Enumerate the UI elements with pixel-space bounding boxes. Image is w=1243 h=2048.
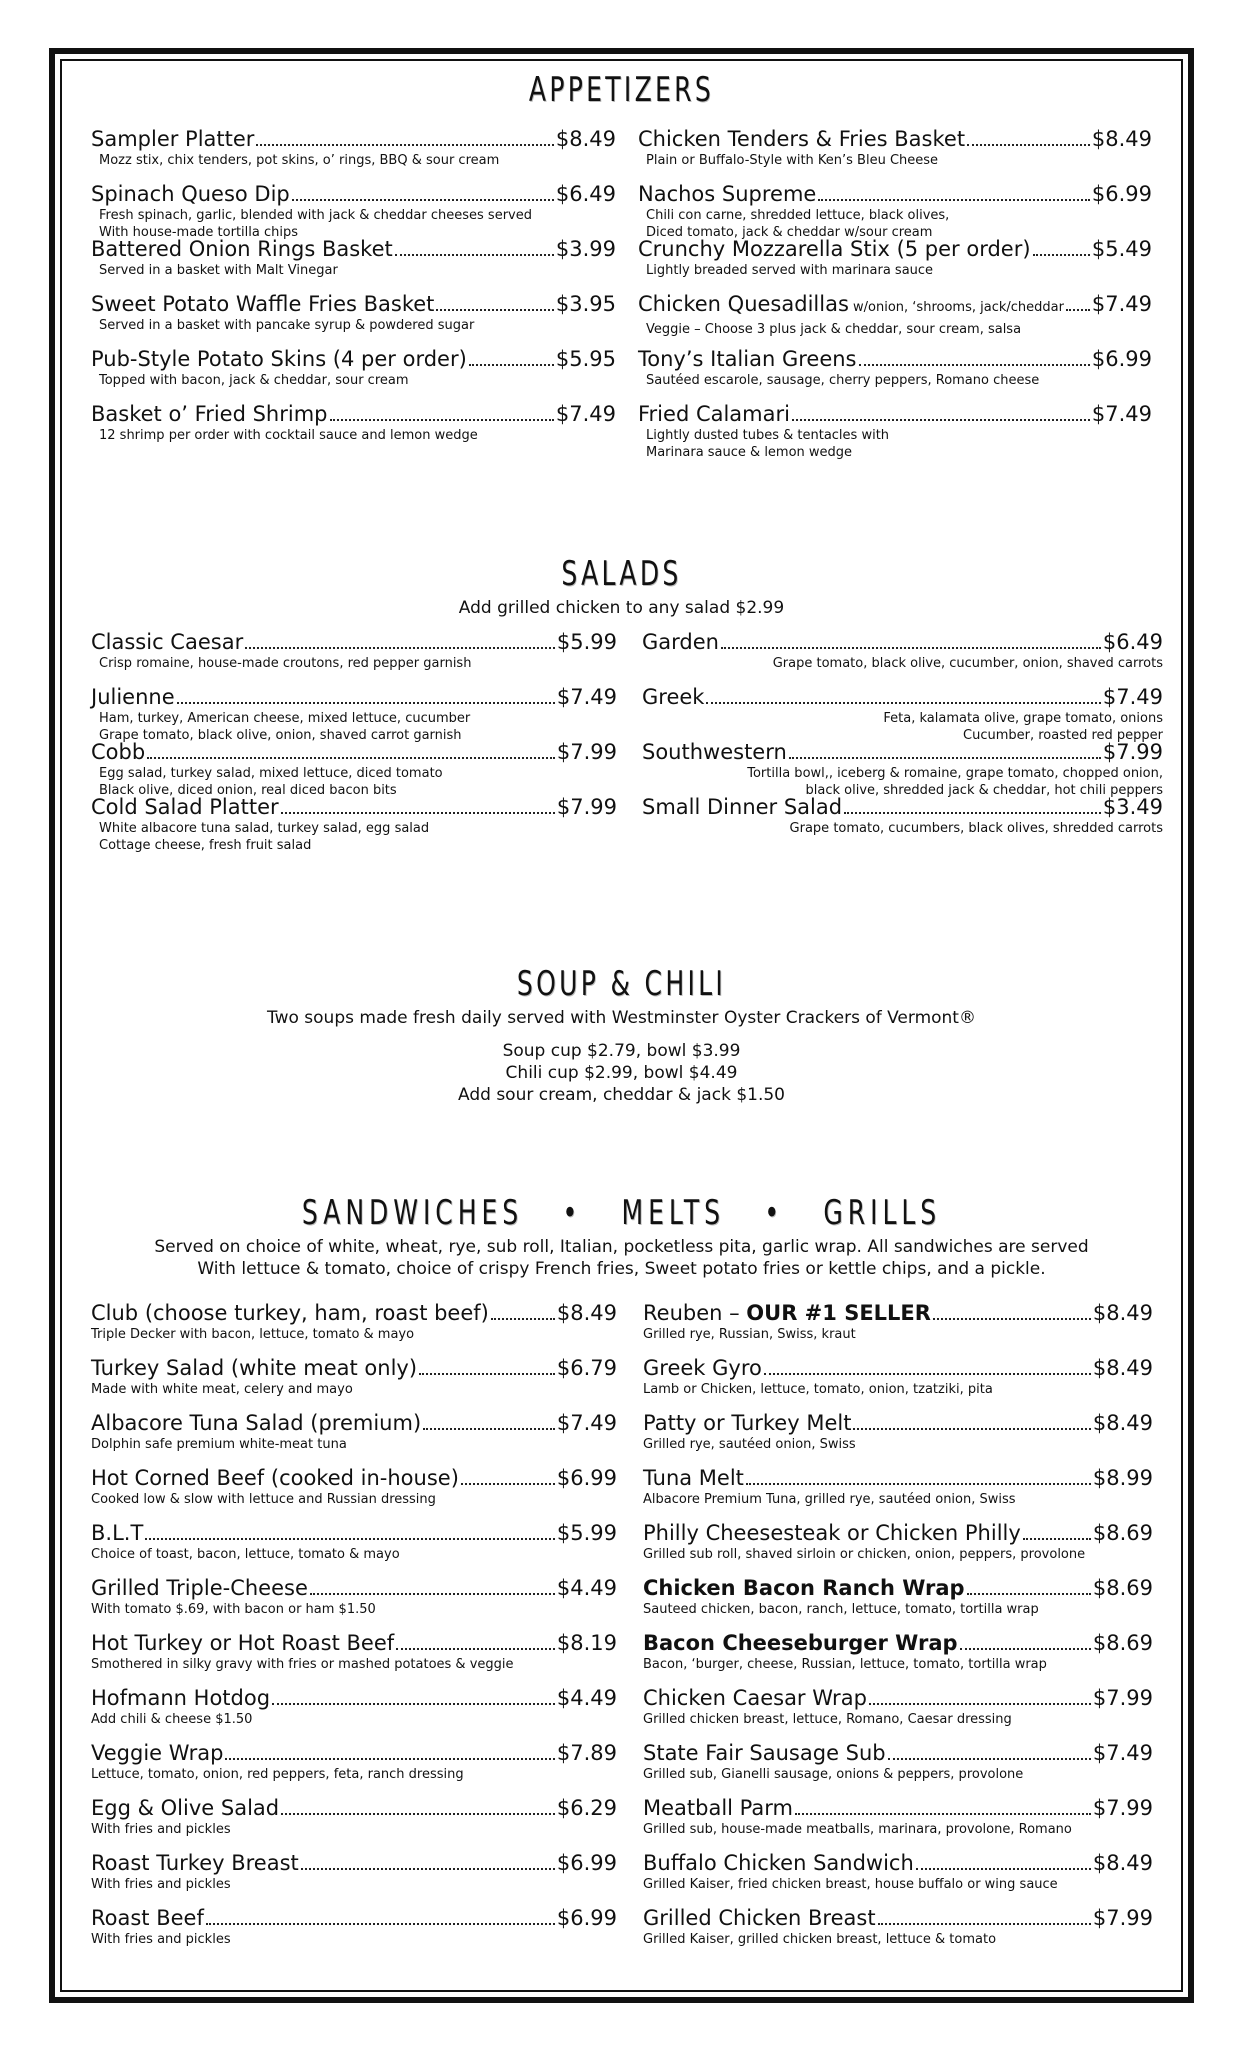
menu-item-name: Cobb xyxy=(91,740,146,764)
menu-item-name: Nachos Supreme xyxy=(638,182,817,206)
menu-item-name: Basket o’ Fried Shrimp xyxy=(91,402,328,426)
dot-leader xyxy=(795,1813,1091,1815)
menu-item-price: $6.79 xyxy=(556,1356,617,1380)
dot-leader xyxy=(145,1538,555,1540)
menu-item-description: Ham, turkey, American cheese, mixed lettuce, cucumber xyxy=(99,711,471,726)
menu-item xyxy=(91,1410,617,1453)
menu-item-price: $7.99 xyxy=(556,740,617,764)
menu-item-description: Grape tomato, black olive, onion, shaved carrot garnish xyxy=(99,728,462,743)
menu-item-description: Lightly dusted tubes & tentacles with xyxy=(646,428,890,443)
menu-item xyxy=(91,1630,617,1673)
menu-item-name: Chicken Caesar Wrap xyxy=(643,1686,867,1710)
sandwiches-note-line-2: With lettuce & tomato, choice of crispy French fries, Sweet potato fries or kettle chips, and a pickle. xyxy=(197,1259,1046,1279)
menu-item-name: Egg & Olive Salad xyxy=(91,1796,280,1820)
menu-item-name xyxy=(643,1630,958,1656)
menu-item-description: Fresh spinach, garlic, blended with jack & cheddar cheeses served xyxy=(99,208,532,223)
menu-item-price: $7.49 xyxy=(1091,292,1152,316)
menu-item xyxy=(643,1850,1153,1893)
salads-title: SALADS xyxy=(561,554,682,594)
menu-item xyxy=(642,739,1163,799)
menu-item-description: With fries and pickles xyxy=(91,1822,231,1837)
menu-item-name: Buffalo Chicken Sandwich xyxy=(643,1851,914,1875)
menu-item-price: $7.99 xyxy=(1092,1796,1153,1820)
menu-item-name: Greek Gyro xyxy=(643,1356,762,1380)
menu-item-price: $8.99 xyxy=(1092,1466,1153,1490)
menu-item xyxy=(638,346,1152,389)
dot-leader xyxy=(469,364,554,366)
menu-item xyxy=(643,1355,1153,1398)
dot-leader xyxy=(256,144,553,146)
menu-item xyxy=(91,1795,617,1838)
menu-item xyxy=(91,1520,617,1563)
sandwiches-title xyxy=(112,1193,1131,1233)
menu-item-description: White albacore tuna salad, turkey salad, egg salad xyxy=(99,821,430,836)
bullet-separator: • xyxy=(764,1193,785,1233)
menu-item-description: Chili con carne, shredded lettuce, black olives, xyxy=(646,208,950,223)
menu-item-name: Southwestern xyxy=(642,740,787,764)
menu-item xyxy=(638,181,1152,241)
menu-item-note: w/onion, ‘shrooms, jack/cheddar xyxy=(848,300,1064,315)
menu-item xyxy=(643,1795,1153,1838)
dot-leader xyxy=(491,1318,555,1320)
menu-item-line xyxy=(91,291,616,317)
menu-item xyxy=(91,1575,617,1618)
dot-leader xyxy=(272,1703,555,1705)
menu-item-price: $5.49 xyxy=(1091,237,1152,261)
menu-item-price: $6.99 xyxy=(556,1851,617,1875)
soup-note: Two soups made fresh daily served with Westminster Oyster Crackers of Vermont® xyxy=(267,1008,976,1028)
menu-item-price: $8.49 xyxy=(1092,1411,1153,1435)
dot-leader xyxy=(746,1483,1091,1485)
menu-item-name: Tony’s Italian Greens xyxy=(638,347,857,371)
menu-item xyxy=(643,1685,1153,1728)
menu-item-price: $6.29 xyxy=(556,1796,617,1820)
menu-item-name: Cold Salad Platter xyxy=(91,795,279,819)
menu-item-description: Black olive, diced onion, real diced bacon bits xyxy=(99,783,397,798)
menu-item-description: Grape tomato, cucumbers, black olives, shredded carrots xyxy=(789,821,1163,836)
menu-item xyxy=(91,1850,617,1893)
menu-item-description: Add chili & cheese $1.50 xyxy=(91,1712,253,1727)
dot-leader xyxy=(967,144,1090,146)
menu-item xyxy=(643,1630,1153,1673)
menu-item-description: Grilled rye, sautéed onion, Swiss xyxy=(643,1437,856,1452)
dot-leader xyxy=(792,419,1090,421)
menu-item-name: Chicken Quesadillas w/onion, ‘shrooms, jack/cheddar xyxy=(638,292,1064,316)
dot-leader xyxy=(245,647,555,649)
menu-item xyxy=(91,794,617,854)
menu-item-description: Plain or Buffalo-Style with Ken’s Bleu Cheese xyxy=(646,153,939,168)
menu-item-line xyxy=(642,684,1163,710)
menu-item-line xyxy=(638,181,1152,207)
menu-item-line xyxy=(638,291,1152,321)
menu-item-highlight: Bacon Cheeseburger Wrap xyxy=(643,1631,958,1655)
menu-item-price: $8.49 xyxy=(1092,1851,1153,1875)
menu-item xyxy=(638,291,1152,338)
dot-leader xyxy=(888,1758,1091,1760)
melts-title-word: MELTS xyxy=(621,1193,726,1233)
dot-leader xyxy=(859,364,1090,366)
menu-item-name: Roast Turkey Breast xyxy=(91,1851,299,1875)
dot-leader xyxy=(225,1758,554,1760)
menu-item-line xyxy=(91,1795,617,1821)
menu-item-price: $7.99 xyxy=(1102,740,1163,764)
menu-item-name: Hofmann Hotdog xyxy=(91,1686,271,1710)
menu-item-line xyxy=(643,1520,1153,1546)
menu-item-price: $7.49 xyxy=(556,1411,617,1435)
menu-item-description: With fries and pickles xyxy=(91,1932,231,1947)
menu-item-description: black olive, shredded jack & cheddar, hot chili peppers xyxy=(805,783,1163,798)
menu-item-name: Small Dinner Salad xyxy=(642,795,843,819)
dot-leader xyxy=(869,1703,1091,1705)
menu-item-line xyxy=(643,1630,1153,1656)
menu-item-description: 12 shrimp per order with cocktail sauce and lemon wedge xyxy=(99,428,478,443)
menu-item-name: Grilled Triple-Cheese xyxy=(91,1576,308,1600)
menu-item-name: Sampler Platter xyxy=(91,127,255,151)
menu-item-price: $7.99 xyxy=(1092,1906,1153,1930)
menu-item-line xyxy=(643,1905,1153,1931)
menu-item-highlight: Chicken Bacon Ranch Wrap xyxy=(643,1576,965,1600)
menu-item-description: Veggie – Choose 3 plus jack & cheddar, sour cream, salsa xyxy=(646,322,1022,337)
menu-item-name: Chicken Tenders & Fries Basket xyxy=(638,127,966,151)
menu-item-price: $5.95 xyxy=(555,347,616,371)
appetizers-title: APPETIZERS xyxy=(528,70,715,110)
menu-item-line xyxy=(643,1740,1153,1766)
menu-item xyxy=(91,684,617,744)
menu-item-description: Diced tomato, jack & cheddar w/sour cream xyxy=(646,225,933,240)
menu-item xyxy=(642,629,1163,672)
dot-leader xyxy=(147,757,555,759)
menu-item-name: Turkey Salad (white meat only) xyxy=(91,1356,418,1380)
soup-price-line: Soup cup $2.79, bowl $3.99 xyxy=(502,1041,741,1061)
menu-item-price: $7.49 xyxy=(1102,685,1163,709)
dot-leader xyxy=(764,1373,1091,1375)
menu-item-description: Marinara sauce & lemon wedge xyxy=(646,445,853,460)
dot-leader xyxy=(177,702,555,704)
menu-item-name: Veggie Wrap xyxy=(91,1741,224,1765)
menu-item-name: Philly Cheesesteak or Chicken Philly xyxy=(643,1521,1021,1545)
menu-item-line xyxy=(643,1300,1153,1326)
menu-item-price: $5.99 xyxy=(556,630,617,654)
menu-item-price: $8.49 xyxy=(555,127,616,151)
menu-item-name: Hot Turkey or Hot Roast Beef xyxy=(91,1631,395,1655)
menu-item xyxy=(91,1685,617,1728)
dot-leader xyxy=(967,1593,1091,1595)
menu-item-price: $8.49 xyxy=(556,1301,617,1325)
dot-leader xyxy=(330,419,554,421)
menu-item xyxy=(91,181,616,241)
soup-addon-line: Add sour cream, cheddar & jack $1.50 xyxy=(458,1085,785,1105)
menu-item-line xyxy=(643,1850,1153,1876)
menu-item-line xyxy=(91,1905,617,1931)
grills-title-word: GRILLS xyxy=(823,1193,942,1233)
menu-item-price: $3.95 xyxy=(555,292,616,316)
menu-item-price: $7.49 xyxy=(1092,1741,1153,1765)
menu-item-price: $6.99 xyxy=(556,1906,617,1930)
menu-item xyxy=(643,1740,1153,1783)
menu-item-name: Reuben – OUR #1 SELLER xyxy=(643,1301,931,1325)
menu-item-line xyxy=(91,1630,617,1656)
menu-item-name xyxy=(643,1575,965,1601)
menu-item-line xyxy=(643,1410,1153,1436)
menu-item-line xyxy=(638,401,1152,427)
menu-item-name: Hot Corned Beef (cooked in-house) xyxy=(91,1466,459,1490)
menu-item-line xyxy=(643,1465,1153,1491)
menu-item-description: Grilled sub, house-made meatballs, marinara, provolone, Romano xyxy=(643,1822,1072,1837)
menu-item-price: $8.19 xyxy=(556,1631,617,1655)
menu-item xyxy=(91,1905,617,1948)
menu-item-line xyxy=(642,629,1163,655)
menu-item-description: Cucumber, roasted red pepper xyxy=(963,728,1163,743)
menu-item xyxy=(638,126,1152,169)
menu-item-description: Bacon, ‘burger, cheese, Russian, lettuce, tomato, tortilla wrap xyxy=(643,1657,1047,1672)
dot-leader xyxy=(281,1813,555,1815)
menu-item-name: Julienne xyxy=(91,685,175,709)
menu-item-price: $8.49 xyxy=(1092,1356,1153,1380)
menu-item-description: Lightly breaded served with marinara sauce xyxy=(646,263,934,278)
menu-item-line xyxy=(643,1355,1153,1381)
menu-item-price: $3.49 xyxy=(1102,795,1163,819)
menu-item xyxy=(91,739,617,799)
menu-item-line xyxy=(91,346,616,372)
sandwiches-note-line-1: Served on choice of white, wheat, rye, sub roll, Italian, pocketless pita, garlic wrap. All sandwiches are served xyxy=(154,1237,1089,1257)
menu-item-description: Dolphin safe premium white-meat tuna xyxy=(91,1437,347,1452)
menu-item-description: Tortilla bowl,, iceberg & romaine, grape tomato, chopped onion, xyxy=(747,766,1163,781)
menu-item-price: $8.69 xyxy=(1092,1521,1153,1545)
menu-item-price: $7.49 xyxy=(1091,402,1152,426)
dot-leader xyxy=(301,1868,555,1870)
menu-item-name: Greek xyxy=(642,685,705,709)
menu-item-name: Crunchy Mozzarella Stix (5 per order) xyxy=(638,237,1031,261)
menu-item-price: $8.69 xyxy=(1092,1631,1153,1655)
menu-item-line xyxy=(642,794,1163,820)
menu-item-name: Fried Calamari xyxy=(638,402,790,426)
menu-item xyxy=(91,346,616,389)
menu-item-description: Grilled Kaiser, grilled chicken breast, lettuce & tomato xyxy=(643,1932,997,1947)
menu-item-line xyxy=(643,1685,1153,1711)
menu-item-price: $5.99 xyxy=(556,1521,617,1545)
menu-item-description: Lettuce, tomato, onion, red peppers, feta, ranch dressing xyxy=(91,1767,464,1782)
dot-leader xyxy=(706,702,1100,704)
menu-item-price: $6.99 xyxy=(1091,182,1152,206)
menu-item-name: State Fair Sausage Sub xyxy=(643,1741,886,1765)
menu-item-description: Grilled chicken breast, lettuce, Romano, Caesar dressing xyxy=(643,1712,1012,1727)
menu-item-price: $8.49 xyxy=(1092,1301,1153,1325)
menu-item xyxy=(638,236,1152,279)
dot-leader xyxy=(1023,1538,1091,1540)
dot-leader xyxy=(423,1428,555,1430)
menu-item-line xyxy=(643,1795,1153,1821)
menu-item-name: Pub-Style Potato Skins (4 per order) xyxy=(91,347,467,371)
menu-item-description: Choice of toast, bacon, lettuce, tomato & mayo xyxy=(91,1547,400,1562)
menu-item xyxy=(91,401,616,444)
menu-item-line xyxy=(91,126,616,152)
menu-item-name: Albacore Tuna Salad (premium) xyxy=(91,1411,422,1435)
menu-item xyxy=(643,1465,1153,1508)
menu-item-line xyxy=(91,794,617,820)
menu-item-description: With tomato $.69, with bacon or ham $1.50 xyxy=(91,1602,376,1617)
menu-item-price: $4.49 xyxy=(556,1686,617,1710)
menu-item xyxy=(91,1465,617,1508)
bullet-separator: • xyxy=(562,1193,583,1233)
menu-item-name: Roast Beef xyxy=(91,1906,204,1930)
menu-item-description: Albacore Premium Tuna, grilled rye, sautéed onion, Swiss xyxy=(643,1492,1016,1507)
menu-item xyxy=(643,1410,1153,1453)
menu-item-name: Patty or Turkey Melt xyxy=(643,1411,852,1435)
menu-item-description: Grape tomato, black olive, cucumber, onion, shaved carrots xyxy=(772,656,1163,671)
dot-leader xyxy=(395,254,554,256)
chili-price-line: Chili cup $2.99, bowl $4.49 xyxy=(505,1063,738,1083)
menu-item-description: Cottage cheese, fresh fruit salad xyxy=(99,838,312,853)
menu-item-description: Grilled rye, Russian, Swiss, kraut xyxy=(643,1327,856,1342)
menu-item-description: With fries and pickles xyxy=(91,1877,231,1892)
menu-item-name: Sweet Potato Waffle Fries Basket xyxy=(91,292,435,316)
menu-item xyxy=(643,1575,1153,1618)
menu-item-line xyxy=(91,1575,617,1601)
menu-item xyxy=(638,401,1152,461)
menu-item-line xyxy=(91,739,617,765)
menu-item-name: Battered Onion Rings Basket xyxy=(91,237,393,261)
menu-item-price: $7.89 xyxy=(556,1741,617,1765)
menu-item-line xyxy=(91,684,617,710)
menu-item-name: Garden xyxy=(642,630,719,654)
salads-note: Add grilled chicken to any salad $2.99 xyxy=(458,598,785,618)
menu-item-description: Triple Decker with bacon, lettuce, tomato & mayo xyxy=(91,1327,415,1342)
menu-item-description: Topped with bacon, jack & cheddar, sour cream xyxy=(99,373,409,388)
menu-item-description: Grilled Kaiser, fried chicken breast, house buffalo or wing sauce xyxy=(643,1877,1058,1892)
menu-item-description: Made with white meat, celery and mayo xyxy=(91,1382,353,1397)
menu-item xyxy=(91,1740,617,1783)
menu-item-price: $8.49 xyxy=(1091,127,1152,151)
menu-item-name: Club (choose turkey, ham, roast beef) xyxy=(91,1301,489,1325)
dot-leader xyxy=(933,1318,1091,1320)
menu-item-description: Served in a basket with Malt Vinegar xyxy=(99,263,338,278)
menu-item-description: Cooked low & slow with lettuce and Russian dressing xyxy=(91,1492,436,1507)
menu-item-price: $6.49 xyxy=(1102,630,1163,654)
menu-item-name: Tuna Melt xyxy=(643,1466,744,1490)
dot-leader xyxy=(292,199,554,201)
soup-chili-title: SOUP & CHILI xyxy=(516,964,727,1004)
menu-item-price: $7.99 xyxy=(1092,1686,1153,1710)
menu-item xyxy=(643,1905,1153,1948)
dot-leader xyxy=(721,647,1101,649)
menu-item-price: $6.99 xyxy=(1091,347,1152,371)
dot-leader xyxy=(916,1868,1091,1870)
menu-item-description: Mozz stix, chix tenders, pot skins, o’ rings, BBQ & sour cream xyxy=(99,153,500,168)
dot-leader xyxy=(396,1648,555,1650)
dot-leader xyxy=(1066,309,1090,311)
dot-leader xyxy=(461,1483,555,1485)
menu-item xyxy=(91,291,616,334)
menu-item-description: Smothered in silky gravy with fries or mashed potatoes & veggie xyxy=(91,1657,514,1672)
dot-leader xyxy=(960,1648,1091,1650)
menu-item-line xyxy=(91,629,617,655)
menu-item-line xyxy=(91,1465,617,1491)
menu-item-price: $7.49 xyxy=(556,685,617,709)
menu-item-name: Grilled Chicken Breast xyxy=(643,1906,876,1930)
menu-item-line xyxy=(91,1355,617,1381)
dot-leader xyxy=(789,757,1101,759)
dot-leader xyxy=(419,1373,555,1375)
menu-item-price: $7.99 xyxy=(556,795,617,819)
dot-leader xyxy=(206,1923,555,1925)
menu-item-description: Egg salad, turkey salad, mixed lettuce, diced tomato xyxy=(99,766,443,781)
menu-item xyxy=(91,1355,617,1398)
dot-leader xyxy=(436,309,553,311)
menu-item xyxy=(91,126,616,169)
menu-item-description: Sauteed chicken, bacon, ranch, lettuce, tomato, tortilla wrap xyxy=(643,1602,1039,1617)
menu-item-line xyxy=(91,236,616,262)
menu-item-description: Served in a basket with pancake syrup & powdered sugar xyxy=(99,318,475,333)
menu-item-line xyxy=(643,1575,1153,1601)
menu-item-description: Crisp romaine, house-made croutons, red pepper garnish xyxy=(99,656,472,671)
menu-item-description: Feta, kalamata olive, grape tomato, onions xyxy=(883,711,1163,726)
menu-item xyxy=(91,629,617,672)
menu-item-line xyxy=(638,346,1152,372)
menu-item-description: Sautéed escarole, sausage, cherry peppers, Romano cheese xyxy=(646,373,1040,388)
menu-item-price: $3.99 xyxy=(555,237,616,261)
dot-leader xyxy=(281,812,555,814)
menu-item xyxy=(91,236,616,279)
menu-item-price: $6.49 xyxy=(555,182,616,206)
menu-item-name: Classic Caesar xyxy=(91,630,244,654)
sandwiches-title-word: SANDWICHES xyxy=(301,1193,524,1233)
dot-leader xyxy=(310,1593,555,1595)
menu-item-description: Lamb or Chicken, lettuce, tomato, onion, tzatziki, pita xyxy=(643,1382,993,1397)
menu-item-line xyxy=(91,401,616,427)
menu-item-name: Spinach Queso Dip xyxy=(91,182,290,206)
menu-item-name: Meatball Parm xyxy=(643,1796,793,1820)
menu-item-line xyxy=(91,1685,617,1711)
menu-item-line xyxy=(91,1850,617,1876)
menu-item-line xyxy=(91,1520,617,1546)
dot-leader xyxy=(844,812,1101,814)
menu-item xyxy=(642,794,1163,837)
menu-item-description: Grilled sub, Gianelli sausage, onions & peppers, provolone xyxy=(643,1767,1024,1782)
menu-item-line xyxy=(642,739,1163,765)
menu-item-line xyxy=(638,236,1152,262)
menu-item-line xyxy=(91,1740,617,1766)
dot-leader xyxy=(878,1923,1091,1925)
menu-item-price: $6.99 xyxy=(556,1466,617,1490)
menu-item-line xyxy=(638,126,1152,152)
dot-leader xyxy=(1033,254,1090,256)
dot-leader xyxy=(853,1428,1090,1430)
menu-item xyxy=(643,1300,1153,1343)
menu-item xyxy=(642,684,1163,744)
menu-item-highlight: OUR #1 SELLER xyxy=(746,1301,931,1325)
menu-item-description: With house-made tortilla chips xyxy=(99,225,299,240)
menu-item-line xyxy=(91,181,616,207)
menu-item-price: $4.49 xyxy=(556,1576,617,1600)
menu-item-name: B.L.T xyxy=(91,1521,144,1545)
menu-item-line xyxy=(91,1300,617,1326)
menu-item xyxy=(643,1520,1153,1563)
menu-item-description: Grilled sub roll, shaved sirloin or chicken, onion, peppers, provolone xyxy=(643,1547,1086,1562)
dot-leader xyxy=(818,199,1090,201)
menu-item-price: $8.69 xyxy=(1092,1576,1153,1600)
menu-item-price: $7.49 xyxy=(555,402,616,426)
menu-item xyxy=(91,1300,617,1343)
menu-item-line xyxy=(91,1410,617,1436)
